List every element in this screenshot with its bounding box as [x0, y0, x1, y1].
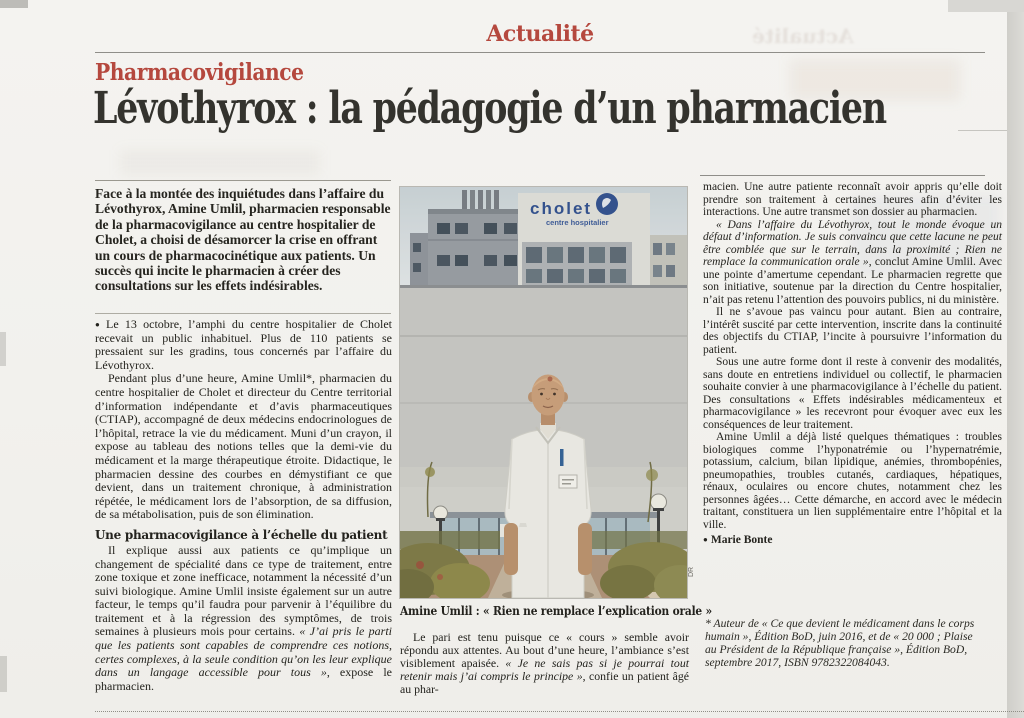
section-label: Actualité — [486, 21, 594, 47]
paragraph — [703, 431, 1002, 531]
byline-name: Marie Bonte — [710, 534, 773, 546]
body-text: Sous une autre forme dont il reste à convenir des modalités, sans doute en entretiens individuel ou collectif, le pharmacien souhaite convier à une pharmacovigilance à l’échelle du patient. Des consultations « Effets indésirables médicamenteux et pharmacovigilance » les recevront pour évoquer avec eux les conséquences de leur traitement. — [703, 356, 1002, 431]
subheading: Une pharmacovigilance à l’échelle du patient — [95, 526, 388, 542]
footnote: * Auteur de « Ce que devient le médicament dans le corps humain », Édition BoD, juin 2016, et de « 20 000 ; Plaise au Président de la République française », Édition BoD, septembre 2017, ISBN 9782322084043. — [705, 617, 975, 669]
photo-illustration — [400, 187, 687, 598]
paragraph — [95, 544, 392, 694]
column-right — [703, 181, 1002, 558]
photo-credit: DR — [688, 566, 695, 577]
body-text: Le 13 octobre, l’amphi du centre hospitalier de Cholet recevait un public inhabituel. Plus de 110 patients se pressaient sur les gradins, tous concernés par l’affaire du Lévothyrox. — [95, 317, 392, 372]
quote-text: « Dans l’affaire du Lévothyrox, tout le monde évoque un défaut d’information. Je suis convaincu que cette lacune ne peut être comblée que sur le terrain, dans la proximité ; Rien ne remplace la communication orale » — [703, 218, 1002, 268]
body-rule — [95, 313, 391, 314]
ghost-section-label: Actualité — [752, 24, 854, 48]
paragraph-group — [400, 631, 689, 696]
body-text: , conclut Amine Umlil. Avec une pointe d’amertume cependant. Le pharmacien regrette que son initiative, soutenue par la direction du Centre hospitalier, n’ait pas retenu l’attention des pouvoirs publics, ni du ministère. — [703, 256, 1002, 306]
header-rule — [95, 52, 985, 53]
scan-ghost-rule — [958, 130, 1007, 131]
body-text: Le pari est tenu puisque ce « cours » semble avoir répondu aux attentes. Au bout d’une heure, l’ambiance s’est visiblement apaisée. — [400, 630, 689, 670]
paragraph-group — [703, 181, 1002, 531]
article-photo — [400, 187, 687, 598]
paragraph — [95, 318, 392, 372]
article-kicker: Pharmacovigilance — [95, 59, 304, 86]
paragraph — [703, 306, 1002, 356]
paragraph — [400, 631, 689, 696]
building-sign-text: cholet — [530, 199, 593, 218]
body-text: Amine Umlil a déjà listé quelques thématiques : troubles biologiques comme l’hyponatrémie ou l’hypernatrémie, potassium, calcium, bilan lipidique, anémies, thrombopénies, pneumopathies, troubles cutanés, cardiaques, hépatiques, rénaux, oculaires ou encore chutes, notamment chez les personnes âgées… Cette démarche, en accord avec le médecin traitant, constituera un lien supplémentaire entre l’hôpital et la ville. — [703, 431, 1002, 531]
photo-caption: Amine Umlil : « Rien ne remplace l’explication orale » — [400, 604, 712, 618]
scan-corner-top-right — [948, 0, 1024, 12]
body-text: Il ne s’avoue pas vaincu pour autant. Bien au contraire, l’intérêt suscité par cette intervention, inscrite dans la continuité des objectifs du CTIAP, l’incite à poursuivre l’information du patient. — [703, 306, 1002, 356]
scan-corner-top-left — [0, 0, 28, 8]
standfirst: Face à la montée des inquiétudes dans l’affaire du Lévothyrox, Amine Umlil, pharmacien responsable de la pharmacovigilance au centre hospitalier de Cholet, a choisi de désamorcer la crise en offrant un cours de pharmacocinétique aux patients. Un succès qui incite le pharmacien à créer des consultations sur les effets indésirables. — [95, 186, 391, 294]
quote-text: « J’ai pris le parti que les patients sont capables de comprendre ces notions, certes complexes, à la seule condition qu’on les leur explique dans un langage accessible pour tous » — [95, 624, 393, 680]
body-text: Pendant plus d’une heure, Amine Umlil*, pharmacien du centre hospitalier de Cholet et directeur du Centre territorial d’information indépendante et d’avis pharmaceutiques (CTIAP), accompagné de deux médecins endocrinologues de l’hôpital, retrace la vie du médicament. Muni d’un crayon, il expose au tableau des notions telles que la demi-vie du médicament et la marge thérapeutique étroite. Didactique, le pharmacien dessine des courbes en démystifiant ce que devient, dans un traitement chronique, à administration répétée, le médicament lors de l’absorption, de sa diffusion, de sa métabolisation, puis de son élimination. — [95, 371, 392, 522]
body-text: Il explique aussi aux patients ce qu’implique un changement de spécialité dans ce type de traitement, entre zone toxique et zone inefficace, notamment la nécessité d’un suivi biologique. Amine Umlil insiste également sur un autre facteur, le temps qu’il faudra pour parvenir à l’équilibre du traitement et à la régression des symptômes, de trois semaines à plusieurs mois pour certains. — [95, 542, 392, 639]
column-left — [95, 318, 392, 693]
scan-edge-mark — [0, 332, 6, 366]
article-headline: Lévothyrox : la pédagogie d’un pharmacien — [93, 83, 886, 134]
ghost-blob — [120, 150, 320, 175]
body-text: , confie un patient âgé au phar- — [400, 669, 689, 696]
right-column-rule — [700, 175, 985, 176]
paragraph-group — [95, 318, 392, 522]
scan-edge-right — [1007, 0, 1024, 718]
paragraph — [703, 219, 1002, 307]
body-text: macien. Une autre patiente reconnaît avoir appris qu’elle doit prendre son traitement à certaines heures afin d’éviter les interactions. Une autre transmet son dossier au pharmacien. — [703, 181, 1002, 218]
standfirst-rule — [95, 180, 391, 181]
paragraph — [703, 356, 1002, 431]
byline-bullet: ● — [703, 535, 708, 544]
column-middle — [400, 631, 689, 696]
byline — [703, 534, 1002, 547]
paragraph — [703, 181, 1002, 219]
bottom-dotted-rule — [95, 711, 1024, 712]
body-text: , expose le pharmacien. — [95, 665, 392, 693]
scan-edge-mark — [0, 656, 7, 692]
paragraph-group — [95, 544, 392, 694]
quote-text: « Je ne sais pas si je pourrai tout retenir mais j’ai compris le principe » — [400, 656, 689, 683]
photo-tint — [400, 187, 687, 598]
building-sign-subtext: centre hospitalier — [546, 218, 609, 227]
paragraph — [95, 372, 392, 522]
paragraph-bullet: ● — [95, 320, 104, 329]
